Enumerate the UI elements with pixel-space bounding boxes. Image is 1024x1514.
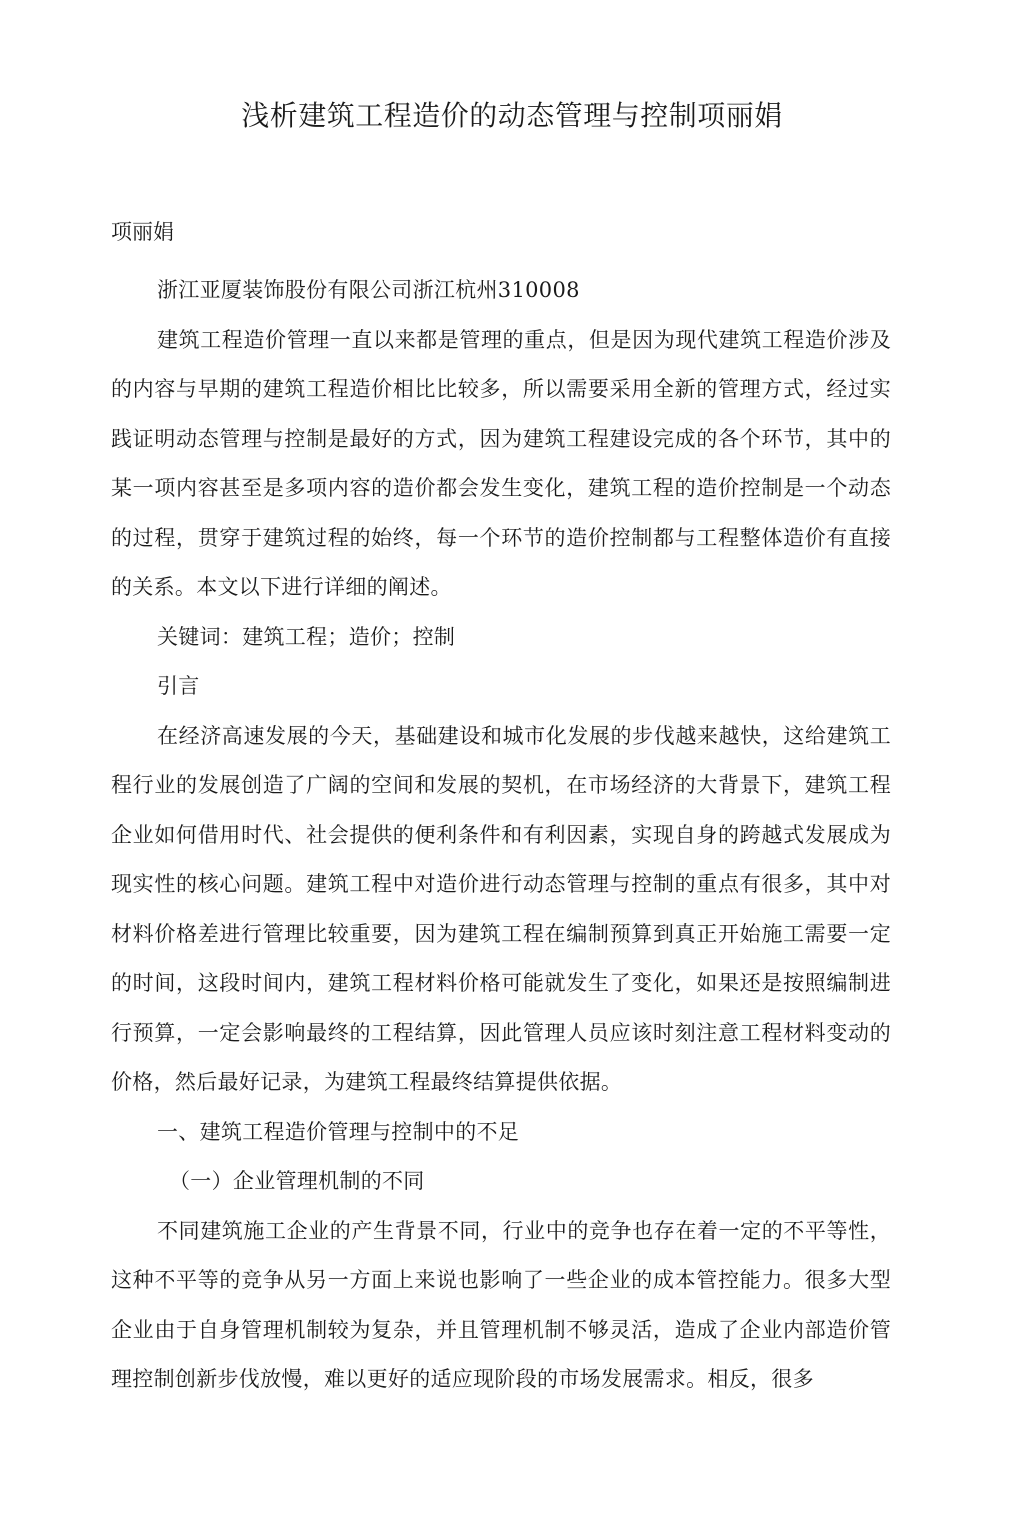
abstract-paragraph: 建筑工程造价管理一直以来都是管理的重点，但是因为现代建筑工程造价涉及的内容与早期的建筑工程造价相比比较多，所以需要采用全新的管理方式，经过实践证明动态管理与控制是最好的方式，因为建筑工程建设完成的各个环节，其中的某一项内容甚至是多项内容的造价都会发生变化，建筑工程的造价控制是一个动态的过程，贯穿于建筑过程的始终，每一个环节的造价控制都与工程整体造价有直接的关系。本文以下进行详细的阐述。 (111, 327, 891, 599)
subsection-paragraph: 不同建筑施工企业的产生背景不同，行业中的竞争也存在着一定的不平等性，这种不平等的竞争从另一方面上来说也影响了一些企业的成本管控能力。很多大型企业由于自身管理机制较为复杂，并且管理机制不够灵活，造成了企业内部造价管理控制创新步伐放慢，难以更好的适应现阶段的市场发展需求。相反，很多 (111, 1218, 891, 1391)
intro-paragraph: 在经济高速发展的今天，基础建设和城市化发展的步伐越来越快，这给建筑工程行业的发展创造了广阔的空间和发展的契机，在市场经济的大背景下，建筑工程企业如何借用时代、社会提供的便利条件和有利因素，实现自身的跨越式发展成为现实性的核心问题。建筑工程中对造价进行动态管理与控制的重点有很多，其中对材料价格差进行管理比较重要，因为建筑工程在编制预算到真正开始施工需要一定的时间，这段时间内，建筑工程材料价格可能就发生了变化，如果还是按照编制进行预算，一定会影响最终的工程结算，因此管理人员应该时刻注意工程材料变动的价格，然后最好记录，为建筑工程最终结算提供依据。 (111, 723, 891, 1094)
document-title: 浅析建筑工程造价的动态管理与控制项丽娟 (241, 99, 783, 132)
author-name: 项丽娟 (111, 220, 174, 244)
affiliation: 浙江亚厦装饰股份有限公司浙江杭州310008 (157, 278, 580, 302)
document-body (111, 266, 891, 1405)
section-heading: 一、建筑工程造价管理与控制中的不足 (157, 1119, 520, 1144)
intro-heading: 引言 (157, 674, 200, 698)
subsection-heading: （一）企业管理机制的不同 (169, 1169, 425, 1193)
keywords: 关键词：建筑工程；造价；控制 (157, 624, 456, 649)
